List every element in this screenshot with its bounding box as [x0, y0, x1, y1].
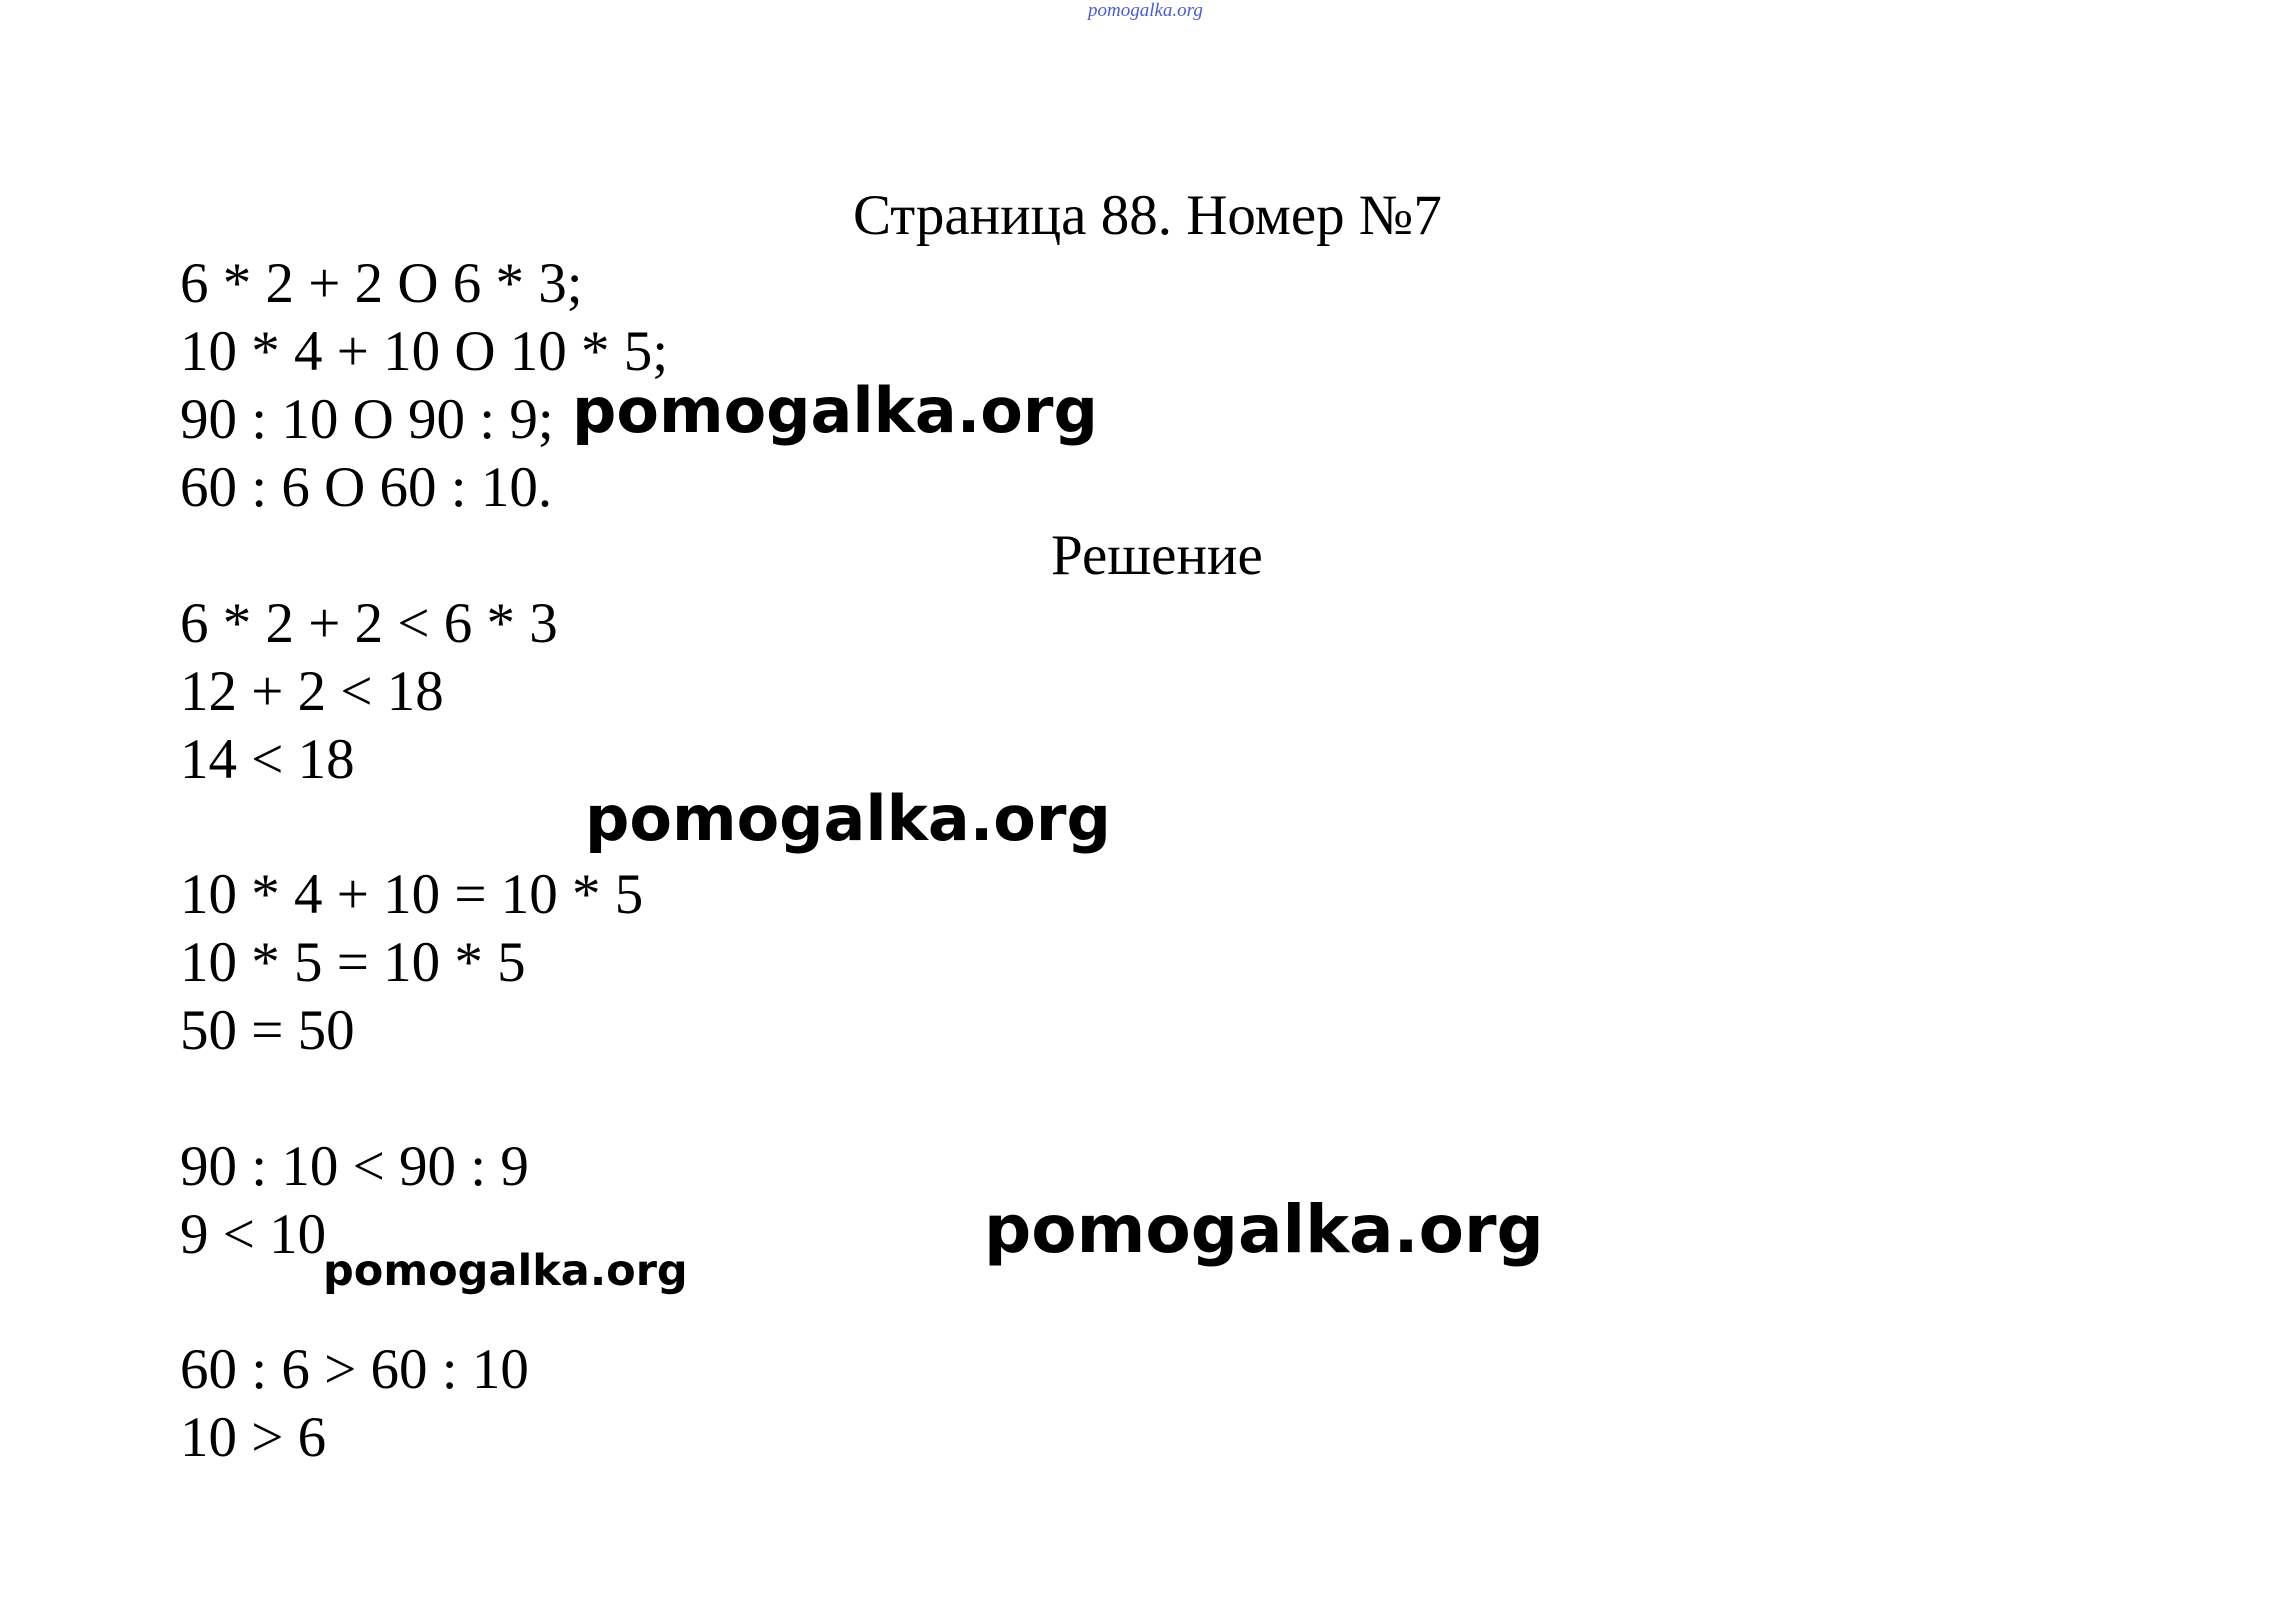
solution-line: 12 + 2 < 18	[180, 660, 444, 723]
solution-line: 10 * 4 + 10 = 10 * 5	[180, 863, 644, 926]
watermark: pomogalka.org	[984, 1191, 1544, 1268]
solution-line: 10 > 6	[180, 1406, 327, 1469]
task-line: 60 : 6 O 60 : 10.	[180, 456, 553, 519]
solution-line: 10 * 5 = 10 * 5	[180, 931, 526, 994]
task-line: 6 * 2 + 2 O 6 * 3;	[180, 252, 583, 315]
task-line: 90 : 10 O 90 : 9;	[180, 388, 554, 451]
solution-line: 50 = 50	[180, 999, 355, 1062]
solution-heading: Решение	[1051, 524, 1263, 587]
watermark: pomogalka.org	[323, 1246, 688, 1296]
page-title: Страница 88. Номер №7	[853, 184, 1442, 247]
watermark: pomogalka.org	[585, 782, 1111, 855]
solution-line: 60 : 6 > 60 : 10	[180, 1338, 529, 1401]
watermark: pomogalka.org	[572, 374, 1098, 447]
solution-line: 90 : 10 < 90 : 9	[180, 1135, 529, 1198]
solution-line: 6 * 2 + 2 < 6 * 3	[180, 592, 558, 655]
solution-line: 14 < 18	[180, 728, 355, 791]
task-line: 10 * 4 + 10 O 10 * 5;	[180, 320, 669, 383]
header-watermark: pomogalka.org	[1088, 0, 1203, 21]
solution-line: 9 < 10	[180, 1203, 327, 1266]
